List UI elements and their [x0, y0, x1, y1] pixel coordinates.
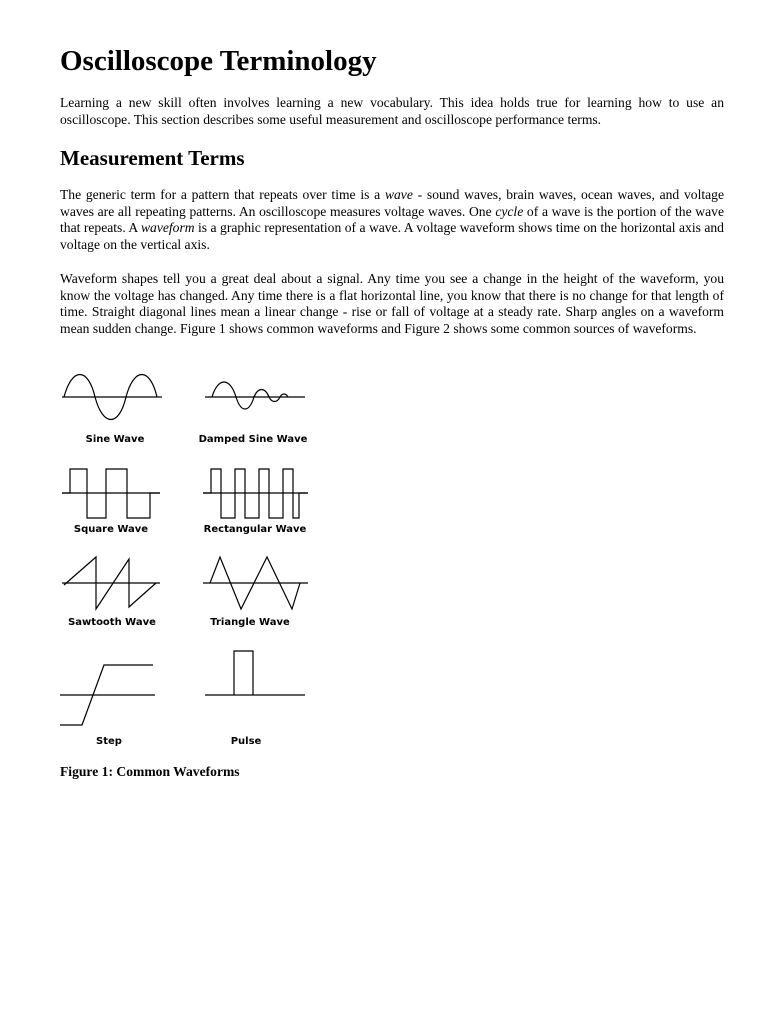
term-wave: wave	[384, 187, 413, 202]
figure-caption: Figure 1: Common Waveforms	[60, 764, 240, 779]
damped-sine-wave-graphic	[205, 382, 305, 409]
sine-wave-label: Sine Wave	[85, 434, 145, 445]
square-wave-graphic	[62, 469, 160, 518]
text-run: The generic term for a pattern that repeats over time is a	[60, 187, 385, 202]
text-run: - sound waves, brain waves, ocean waves, and voltage waves are all repeating patterns. An oscilloscope measures voltage waves. One	[60, 187, 724, 219]
square-wave-label: Square Wave	[73, 524, 149, 535]
text-run: of a wave is the portion of the wave that repeats. A	[60, 203, 724, 236]
intro-paragraph: Learning a new skill often involves learning a new vocabulary. This idea holds true for learning how to use an oscilloscope. This section describes some useful measurement and oscilloscope performance terms.	[60, 95, 724, 127]
damped-sine-wave-label: Damped Sine Wave	[198, 434, 308, 445]
measurement-paragraph-1	[60, 187, 724, 253]
common-waveforms-figure	[60, 365, 320, 755]
sawtooth-wave-graphic	[62, 557, 160, 609]
sawtooth-wave-label: Sawtooth Wave	[68, 617, 156, 628]
pulse-label: Pulse	[230, 736, 262, 747]
page-title: Oscilloscope Terminology	[60, 45, 377, 77]
term-waveform: waveform	[140, 220, 195, 236]
step-graphic	[60, 665, 155, 725]
triangle-wave-label: Triangle Wave	[210, 617, 290, 628]
text-run: is a graphic representation of a wave. A voltage waveform shows time on the horizontal axis and voltage on the vertical axis.	[60, 220, 724, 252]
pulse-graphic	[205, 651, 305, 695]
triangle-wave-graphic	[203, 557, 308, 609]
rectangular-wave-label: Rectangular Wave	[203, 524, 307, 535]
term-cycle: cycle	[495, 203, 524, 219]
step-label: Step	[96, 736, 122, 747]
sine-wave-graphic	[62, 375, 162, 420]
rectangular-wave-graphic	[203, 469, 308, 518]
measurement-paragraph-2: Waveform shapes tell you a great deal about a signal. Any time you see a change in the height of the waveform, you know the voltage has changed. Any time there is a flat horizontal line, you know that there is no change for that length of time. Straight diagonal lines mean a linear change - rise or fall of voltage at a steady rate. Sharp angles on a waveform mean sudden change. Figure 1 shows common waveforms and Figure 2 shows some common sources of waveforms.	[60, 271, 724, 336]
section-heading: Measurement Terms	[60, 146, 245, 170]
